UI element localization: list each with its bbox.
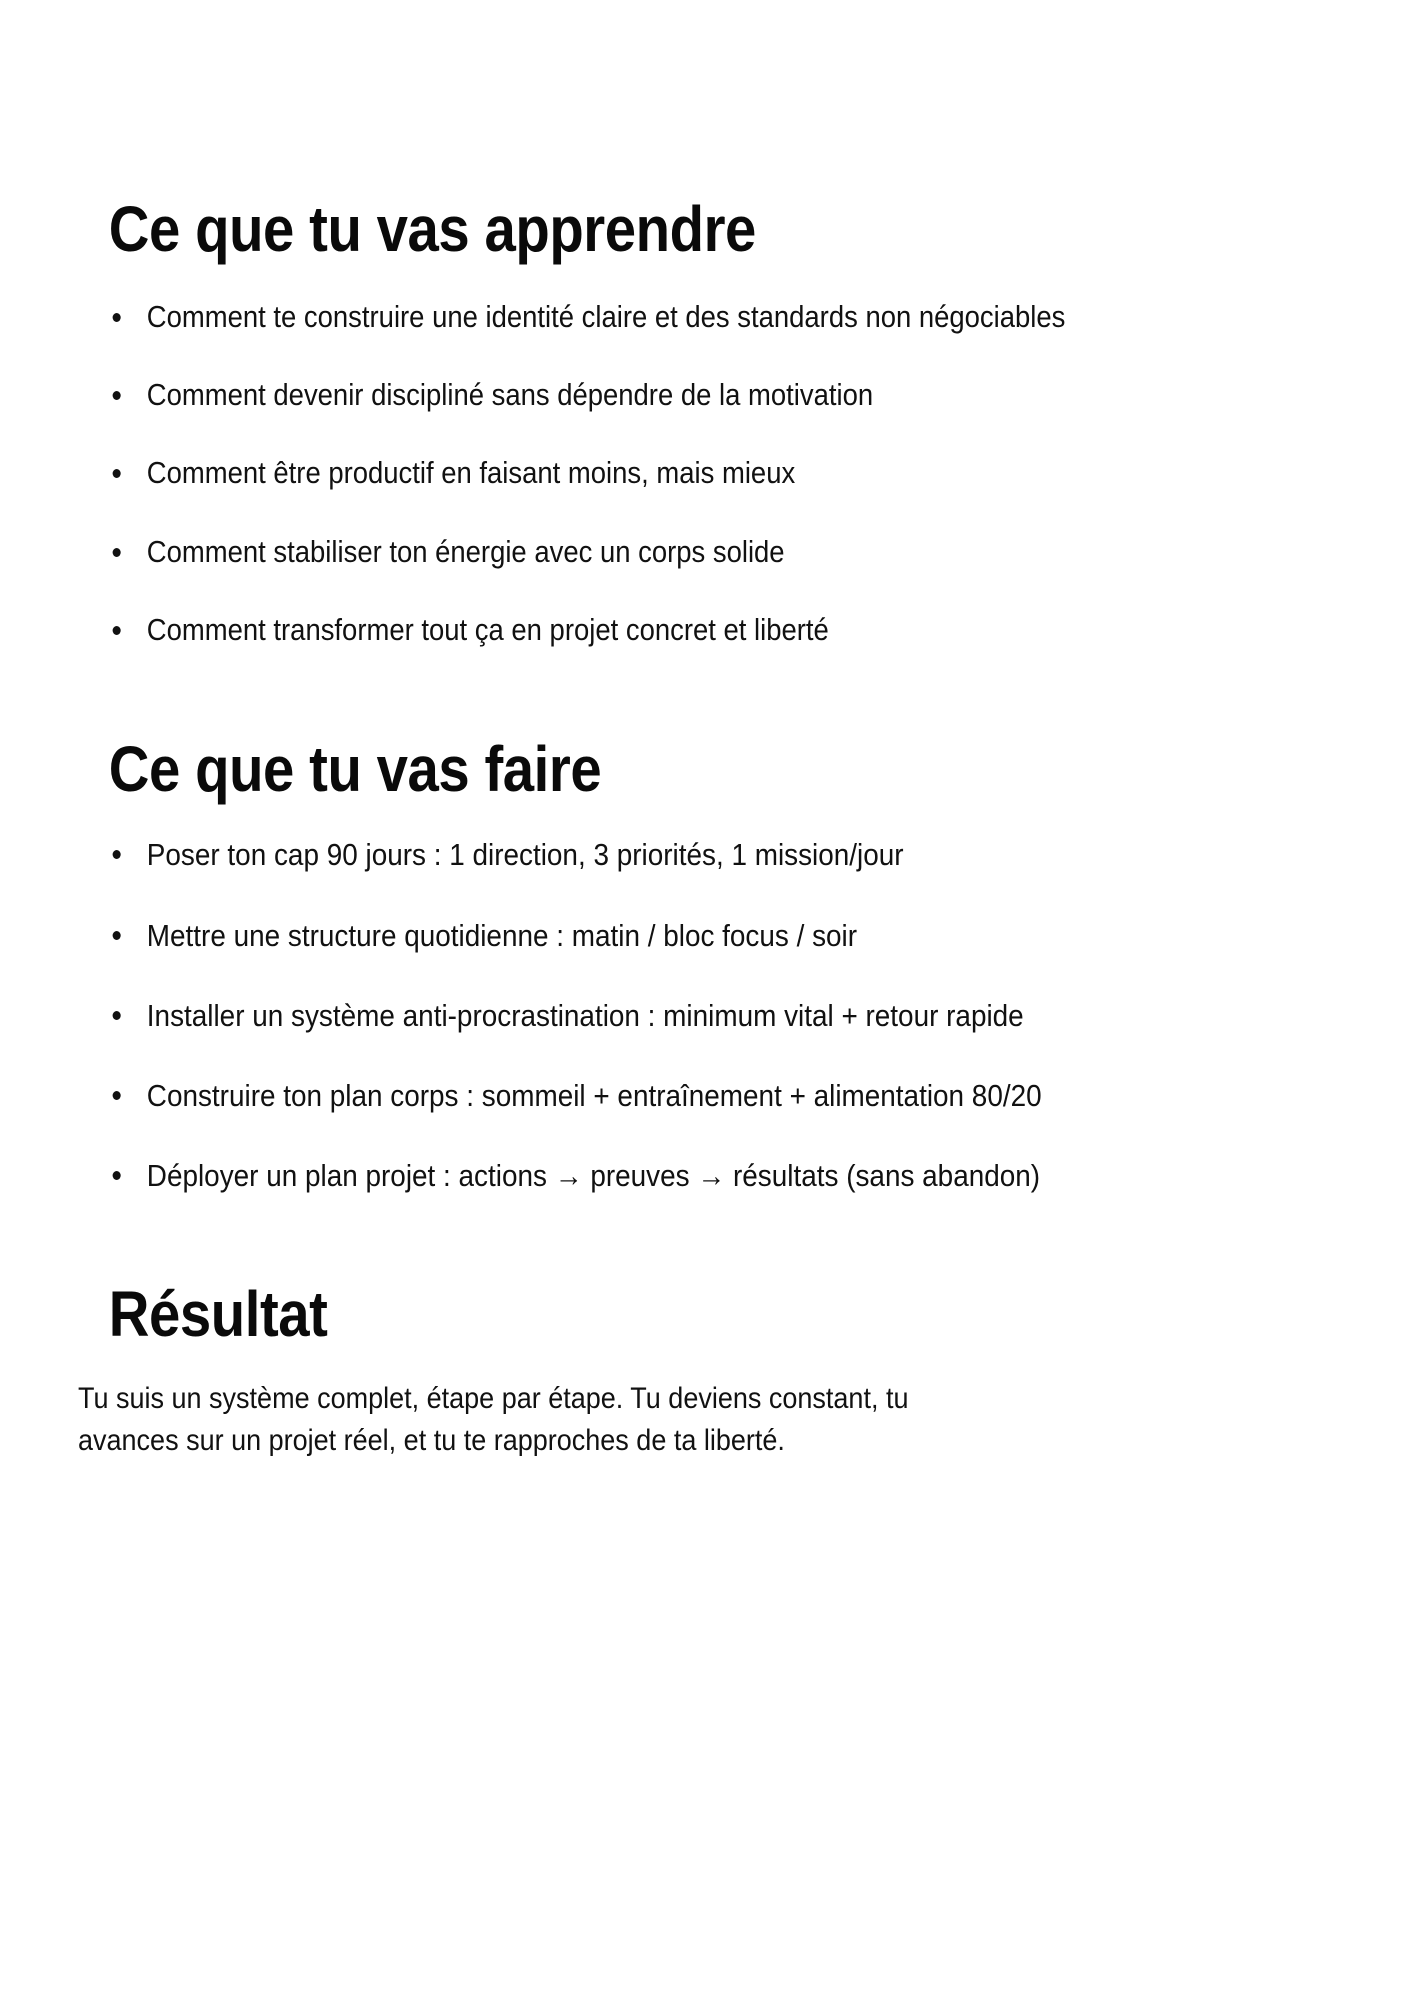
list-item-text: Installer un système anti-procrastination : minimum vital + retour rapide [146,997,1024,1033]
list-item-text: Comment devenir discipliné sans dépendre de la motivation [146,378,874,413]
bullet-list-learn [100,297,1340,652]
list-item-text: Comment transformer tout ça en projet concret et liberté [146,613,829,648]
list-item [100,995,1386,1037]
result-paragraph: Tu suis un système complet, étape par étape. Tu deviens constant, tu avances sur un projet réel, et tu te rapproches de ta liberté. [78,1381,909,1458]
list-item-text: Construire ton plan corps : sommeil + entraînement + alimentation 80/20 [146,1077,1042,1113]
list-item [100,834,1386,876]
list-item [100,375,1386,416]
section-heading-do: Ce que tu vas faire [108,732,602,805]
list-item [100,532,1386,573]
bullet-list-do [100,834,1340,1197]
list-item-text: Comment te construire une identité claire et des standards non négociables [146,299,1066,334]
list-item [100,1155,1386,1197]
list-item-text: Comment être productif en faisant moins, mais mieux [146,456,796,491]
list-item-text: Poser ton cap 90 jours : 1 direction, 3 priorités, 1 mission/jour [146,837,904,873]
list-item-text: Mettre une structure quotidienne : matin / bloc focus / soir [146,917,858,953]
list-item [100,297,1386,338]
list-item [100,915,1386,957]
list-item [100,1075,1386,1117]
section-heading-result: Résultat [108,1278,328,1351]
section-heading-learn: Ce que tu vas apprendre [108,193,756,265]
list-item-text: Déployer un plan projet : actions → preuves → résultats (sans abandon) [146,1158,1041,1194]
list-item [100,610,1386,651]
list-item-text: Comment stabiliser ton énergie avec un corps solide [146,534,785,569]
list-item [100,453,1386,494]
document-content [78,193,1340,1463]
